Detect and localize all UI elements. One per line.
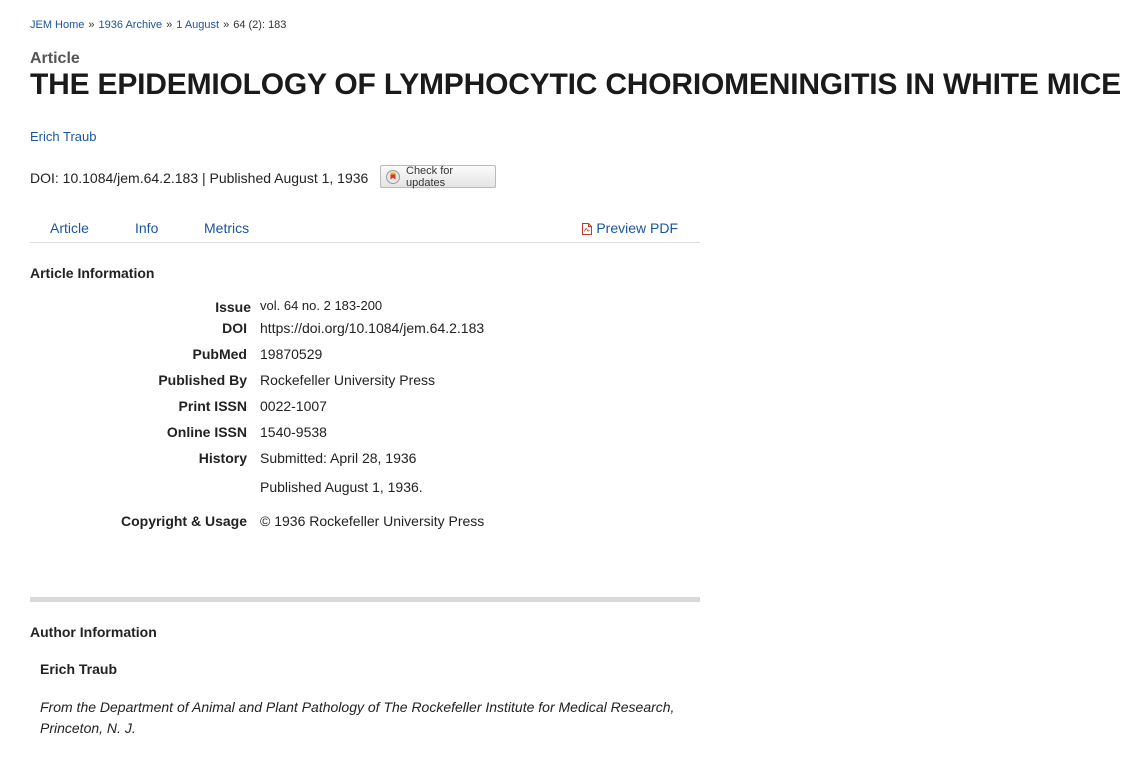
breadcrumb-separator: » — [166, 19, 173, 31]
doi-published-line: DOI: 10.1084/jem.64.2.183 | Published August 1, 1936 — [30, 170, 369, 186]
info-value-history-published: Published August 1, 1936. — [260, 479, 423, 495]
author-link[interactable]: Erich Traub — [30, 129, 97, 144]
info-value-copyright: © 1936 Rockefeller University Press — [260, 513, 485, 529]
tab-metrics[interactable]: Metrics — [204, 220, 250, 236]
info-value-online-issn-link[interactable]: 1540-9538 — [260, 424, 327, 440]
breadcrumb-jem-home[interactable]: JEM Home — [30, 19, 85, 31]
info-row-pubmed — [30, 346, 670, 368]
check-for-updates-label: Check for updates — [406, 164, 454, 189]
author-information-heading: Author Information — [30, 624, 157, 640]
crossmark-icon — [386, 170, 400, 184]
breadcrumb-current: 64 (2): 183 — [233, 19, 287, 31]
info-row-print-issn — [30, 398, 670, 420]
breadcrumb-separator: » — [88, 19, 95, 31]
info-value-history-submitted: Submitted: April 28, 1936 — [260, 450, 417, 466]
info-label-issue: Issue — [215, 299, 251, 315]
section-divider — [30, 597, 700, 602]
info-value-issue: vol. 64 no. 2 183-200 — [260, 298, 383, 313]
info-label-online-issn: Online ISSN — [166, 424, 247, 440]
breadcrumb-issue-date[interactable]: 1 August — [176, 19, 220, 31]
info-value-print-issn-link[interactable]: 0022-1007 — [260, 398, 327, 414]
breadcrumb — [30, 19, 286, 31]
info-label-history: History — [198, 450, 247, 466]
info-value-publisher-link[interactable]: Rockefeller University Press — [260, 372, 436, 388]
info-row-history — [30, 450, 670, 472]
author-affiliation: From the Department of Animal and Plant Pathology of The Rockefeller Institute for Medical Research, Princeton, N. J. — [40, 699, 675, 736]
check-for-updates-button[interactable] — [380, 165, 496, 188]
info-label-pubmed: PubMed — [192, 346, 247, 362]
pdf-file-icon — [582, 222, 592, 234]
article-tabs — [30, 218, 700, 243]
page-title: THE EPIDEMIOLOGY OF LYMPHOCYTIC CHORIOMENINGITIS IN WHITE MICE — [30, 68, 1121, 101]
author-name: Erich Traub — [40, 661, 118, 677]
info-row-published-by — [30, 372, 670, 394]
article-information-heading: Article Information — [30, 265, 155, 281]
breadcrumb-archive[interactable]: 1936 Archive — [98, 19, 163, 31]
info-value-pubmed-link[interactable]: 19870529 — [260, 346, 323, 362]
preview-pdf-label: Preview PDF — [596, 220, 678, 236]
info-label-doi: DOI — [222, 320, 247, 336]
info-row-copyright — [30, 513, 670, 535]
article-type: Article — [30, 50, 80, 67]
tab-info[interactable]: Info — [135, 220, 159, 236]
info-label-published-by: Published By — [158, 372, 247, 388]
info-row-online-issn — [30, 424, 670, 446]
info-row-history-published — [30, 479, 670, 501]
info-row-issue — [30, 298, 670, 320]
info-value-doi-link[interactable]: https://doi.org/10.1084/jem.64.2.183 — [260, 320, 485, 336]
breadcrumb-separator: » — [223, 19, 230, 31]
tab-article[interactable]: Article — [50, 220, 89, 236]
info-row-doi — [30, 320, 670, 342]
preview-pdf-link[interactable] — [582, 220, 678, 236]
info-label-copyright: Copyright & Usage — [120, 513, 247, 529]
info-label-print-issn: Print ISSN — [178, 398, 247, 414]
